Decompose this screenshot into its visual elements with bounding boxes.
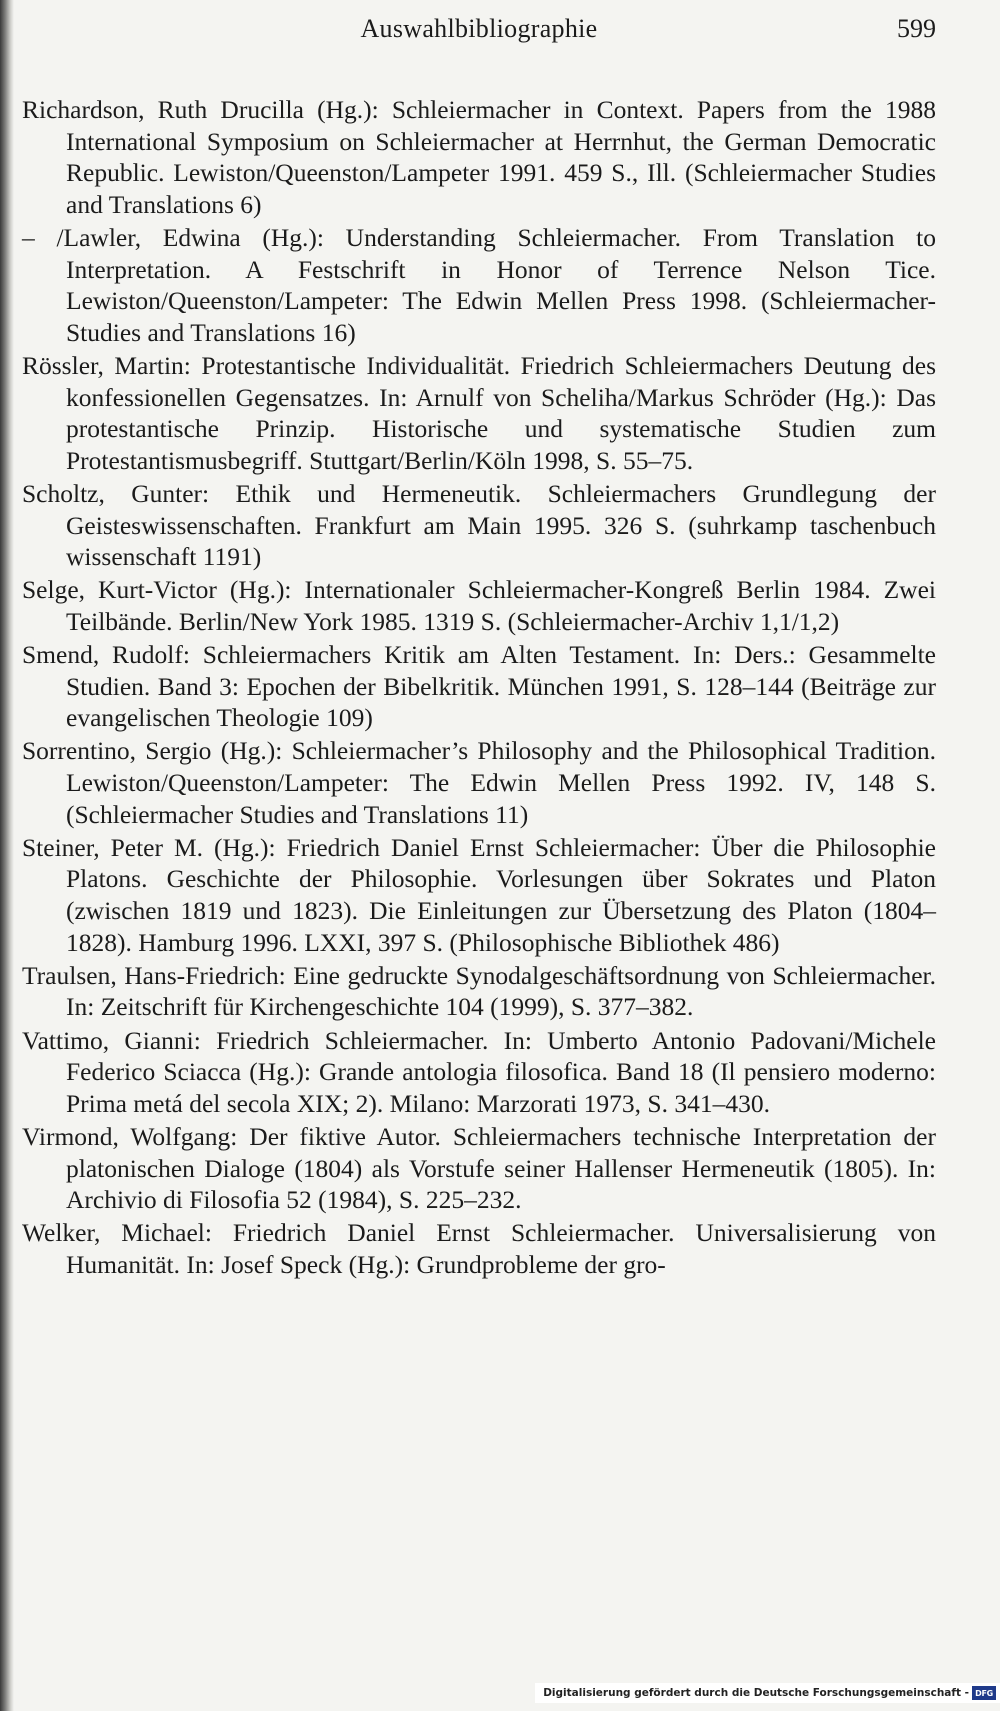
- funding-notice: Digitalisierung gefördert durch die Deutsche Forschungsgemeinschaft -: [543, 1687, 969, 1699]
- digitization-footer: [535, 1683, 1000, 1703]
- bibliography-entry-welker: Welker, Michael: Friedrich Daniel Ernst Schleiermacher. Universalisierung von Humanität. In: Josef Speck (Hg.): Grundprobleme der gro-: [22, 1218, 936, 1279]
- binding-shadow: [0, 0, 14, 1711]
- bibliography-entry-vattimo: Vattimo, Gianni: Friedrich Schleiermacher. In: Umberto Antonio Padovani/Michele Federico Sciacca (Hg.): Grande antologia filosofica. Band 18 (Il pensiero moderno: Prima metá del secola XIX; 2). Milano: Marzorati 1973, S. 341–430.: [22, 1025, 936, 1118]
- bibliography-list: [22, 94, 936, 1282]
- bibliography-entry-traulsen: Traulsen, Hans-Friedrich: Eine gedruckte Synodalgeschäftsordnung von Schleiermacher. In: Zeitschrift für Kirchengeschichte 104 (1999), S. 377–382.: [22, 960, 936, 1022]
- bibliography-entry-selge: Selge, Kurt-Victor (Hg.): Internationaler Schleiermacher-Kongreß Berlin 1984. Zwei Teilbände. Berlin/New York 1985. 1319 S. (Schleiermacher-Archiv 1,1/1,2): [22, 575, 936, 636]
- bibliography-entry-richardson: Richardson, Ruth Drucilla (Hg.): Schleiermacher in Context. Papers from the 1988 International Symposium on Schleiermacher at Herrnhut, the German Democratic Republic. Lewiston/Queenston/Lampeter 1991. 459 S., Ill. (Schleiermacher Studies and Translations 6): [22, 95, 936, 219]
- bibliography-entry-smend: Smend, Rudolf: Schleiermachers Kritik am Alten Testament. In: Ders.: Gesammelte Studien. Band 3: Epochen der Bibelkritik. München 1991, S. 128–144 (Beiträge zur evangelischen Theologie 109): [22, 640, 936, 733]
- bibliography-entry-virmond: Virmond, Wolfgang: Der fiktive Autor. Schleiermachers technische Interpretation der platonischen Dialoge (1804) als Vorstufe seiner Hallenser Hermeneutik (1805). In: Archivio di Filosofia 52 (1984), S. 225–232.: [22, 1121, 936, 1215]
- page-number: 599: [897, 14, 936, 43]
- running-title: Auswahlbibliographie: [360, 14, 598, 43]
- page-header: [22, 14, 936, 54]
- bibliography-entry-richardson-lawler: – /Lawler, Edwina (Hg.): Understanding Schleiermacher. From Translation to Interpretation. A Festschrift in Honor of Terrence Nelson Tice. Lewiston/Queenston/Lampeter: The Edwin Mellen Press 1998. (Schleiermacher-Studies and Translations 16): [22, 222, 936, 347]
- bibliography-entry-roessler: Rössler, Martin: Protestantische Individualität. Friedrich Schleiermachers Deutung des konfessionellen Gegensatzes. In: Arnulf von Scheliha/Markus Schröder (Hg.): Das protestantische Prinzip. Historische und systematische Studien zum Protestantismusbegriff. Stuttgart/Berlin/Köln 1998, S. 55–75.: [22, 350, 936, 475]
- bibliography-entry-steiner: Steiner, Peter M. (Hg.): Friedrich Daniel Ernst Schleiermacher: Über die Philosophie Platons. Geschichte der Philosophie. Vorlesungen über Sokrates und Platon (zwischen 1819 und 1823). Die Einleitungen zur Übersetzung des Platon (1804–1828). Hamburg 1996. LXXI, 397 S. (Philosophische Bibliothek 486): [22, 832, 936, 957]
- bibliography-entry-sorrentino: Sorrentino, Sergio (Hg.): Schleiermacher’s Philosophy and the Philosophical Tradition. Lewiston/Queenston/Lampeter: The Edwin Mellen Press 1992. IV, 148 S. (Schleiermacher Studies and Translations 11): [22, 736, 936, 829]
- bibliography-entry-scholtz: Scholtz, Gunter: Ethik und Hermeneutik. Schleiermachers Grundlegung der Geisteswissenschaften. Frankfurt am Main 1995. 326 S. (suhrkamp taschenbuch wissenschaft 1191): [22, 478, 936, 572]
- dfg-logo: DFG: [972, 1686, 996, 1700]
